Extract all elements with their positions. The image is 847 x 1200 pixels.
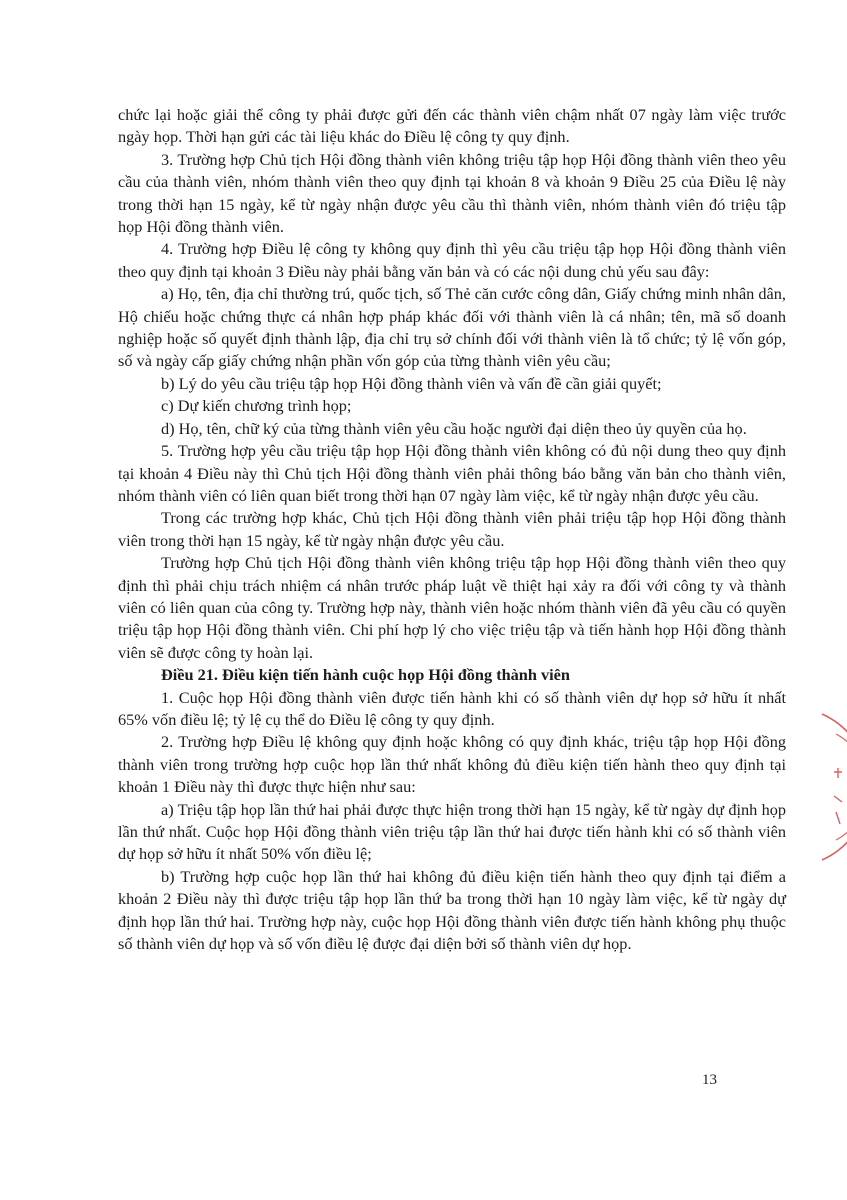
paragraph-article-21-clause-1: 1. Cuộc họp Hội đồng thành viên được tiến hành khi có số thành viên dự họp sở hữu ít nhất 65% vốn điều lệ; tỷ lệ cụ thể do Điều lệ công ty quy định. [118, 687, 786, 729]
page-number: 13 [702, 1072, 717, 1088]
paragraph-responsibility: Trường hợp Chủ tịch Hội đồng thành viên không triệu tập họp Hội đồng thành viên theo quy định thì phải chịu trách nhiệm cá nhân trước pháp luật về thiệt hại xảy ra đối với công ty và thành viên có liên quan của công ty. Trường hợp này, thành viên hoặc nhóm thành viên đã yêu cầu có quyền triệu tập họp Hội đồng thành viên. Chi phí hợp lý cho việc triệu tập và tiến hành họp Hội đồng thành viên sẽ được công ty hoàn lại. [118, 553, 786, 662]
paragraph-other-cases: Trong các trường hợp khác, Chủ tịch Hội đồng thành viên phải triệu tập họp Hội đồng thành viên trong thời hạn 15 ngày, kể từ ngày nhận được yêu cầu. [118, 508, 786, 550]
paragraph-clause-4a: a) Họ, tên, địa chỉ thường trú, quốc tịch, số Thẻ căn cước công dân, Giấy chứng minh nhân dân, Hộ chiếu hoặc chứng thực cá nhân hợp pháp khác đối với thành viên là cá nhân; tên, mã số doanh nghiệp hoặc số quyết định thành lập, địa chỉ trụ sở chính đối với thành viên là tổ chức; tỷ lệ vốn góp, số và ngày cấp giấy chứng nhận phần vốn góp của từng thành viên yêu cầu; [118, 284, 786, 371]
paragraph-article-21-clause-2a: a) Triệu tập họp lần thứ hai phải được thực hiện trong thời hạn 15 ngày, kể từ ngày dự định họp lần thứ nhất. Cuộc họp Hội đồng thành viên triệu tập lần thứ hai được tiến hành khi có số thành viên dự họp sở hữu ít nhất 50% vốn điều lệ; [118, 799, 786, 864]
paragraph-clause-4b: b) Lý do yêu cầu triệu tập họp Hội đồng thành viên và vấn đề cần giải quyết; [161, 373, 662, 393]
paragraph-clause-3: 3. Trường hợp Chủ tịch Hội đồng thành viên không triệu tập họp Hội đồng thành viên theo yêu cầu của thành viên, nhóm thành viên theo quy định tại khoản 8 và khoản 9 Điều 25 của Điều lệ này trong thời hạn 15 ngày, kể từ ngày nhận được yêu cầu thì thành viên, nhóm thành viên đó triệu tập họp Hội đồng thành viên. [118, 149, 786, 237]
stamp-icon [812, 712, 847, 862]
paragraph-clause-5: 5. Trường hợp yêu cầu triệu tập họp Hội đồng thành viên không có đủ nội dung theo quy định tại khoản 4 Điều này thì Chủ tịch Hội đồng thành viên phải thông báo bằng văn bản cho thành viên, nhóm thành viên có liên quan biết trong thời hạn 07 ngày làm việc, kể từ ngày nhận được yêu cầu. [118, 441, 786, 505]
paragraph-clause-4c: c) Dự kiến chương trình họp; [161, 396, 352, 416]
paragraph-continuation: chức lại hoặc giải thể công ty phải được gửi đến các thành viên chậm nhất 07 ngày làm việc trước ngày họp. Thời hạn gửi các tài liệu khác do Điều lệ công ty quy định. [118, 105, 786, 147]
paragraph-article-21-clause-2: 2. Trường hợp Điều lệ không quy định hoặc không có quy định khác, triệu tập họp Hội đồng thành viên trong trường hợp cuộc họp lần thứ nhất không đủ điều kiện tiến hành theo quy định tại khoản 1 Điều này thì được thực hiện như sau: [118, 732, 786, 797]
paragraph-clause-4d: d) Họ, tên, chữ ký của từng thành viên yêu cầu hoặc người đại diện theo ủy quyền của họ. [161, 418, 747, 438]
paragraph-clause-4: 4. Trường hợp Điều lệ công ty không quy định thì yêu cầu triệu tập họp Hội đồng thành viên theo quy định tại khoản 3 Điều này phải bằng văn bản và có các nội dung chủ yếu sau đây: [118, 239, 786, 281]
seal-stamp-edge [812, 712, 847, 862]
article-21-heading: Điều 21. Điều kiện tiến hành cuộc họp Hội đồng thành viên [161, 665, 570, 685]
document-body [118, 104, 786, 955]
paragraph-article-21-clause-2b: b) Trường hợp cuộc họp lần thứ hai không đủ điều kiện tiến hành theo quy định tại điểm a khoản 2 Điều này thì được triệu tập họp lần thứ ba trong thời hạn 10 ngày làm việc, kể từ ngày dự định họp lần thứ hai. Trường hợp này, cuộc họp Hội đồng thành viên được tiến hành không phụ thuộc số thành viên dự họp và số vốn điều lệ được đại diện bởi số thành viên dự họp. [118, 866, 786, 954]
